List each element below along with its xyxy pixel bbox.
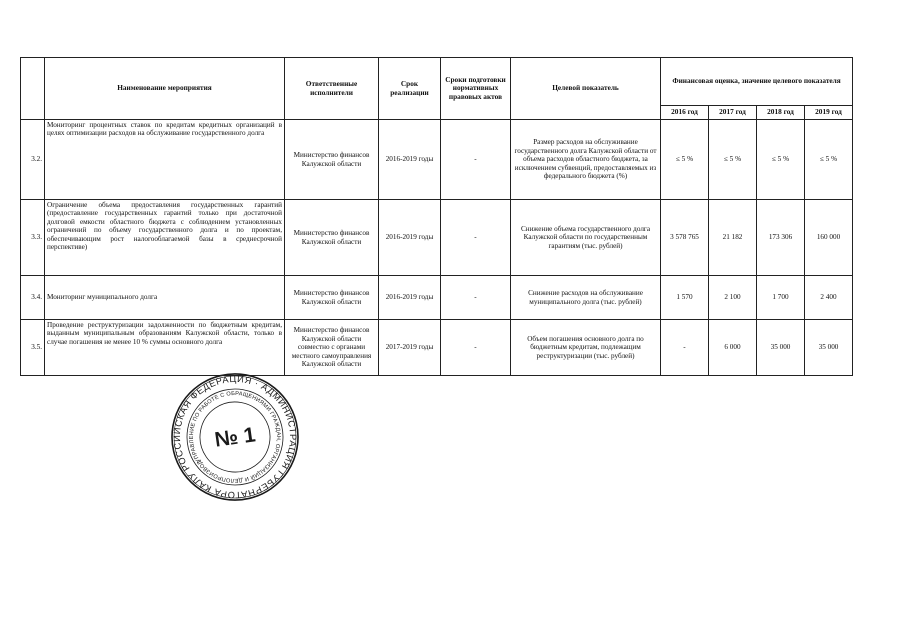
measure-name: Мониторинг процентных ставок по кредитам кредитных организаций в целях оптимизации расходов на обслуживание государственного долга: [45, 120, 285, 200]
value-2016: 1 570: [661, 276, 709, 320]
measures-table: [20, 57, 853, 376]
value-2018: 1 700: [757, 276, 805, 320]
target-indicator: Снижение расходов на обслуживание муниципального долга (тыс. рублей): [511, 276, 661, 320]
header-num: [21, 58, 45, 120]
header-year: 2017 год: [709, 106, 757, 120]
value-2018: ≤ 5 %: [757, 120, 805, 200]
term: 2016-2019 годы: [379, 276, 441, 320]
prep-term: -: [441, 200, 511, 276]
header-financial: Финансовая оценка, значение целевого показателя: [661, 58, 853, 106]
header-year: 2018 год: [757, 106, 805, 120]
prep-term: -: [441, 120, 511, 200]
header-target: Целевой показатель: [511, 58, 661, 120]
measure-name: Ограничение объема предоставления государственных гарантий (предоставление государственных гарантий только при достаточной долговой емкости областного бюджета с соблюдением установленных ограничений по объему государственного долга и по проектам, обеспечивающим рост налогооблагаемой базы в среднесрочной перспективе): [45, 200, 285, 276]
table-row: [21, 320, 853, 376]
seal-inner-text: УПРАВЛЕНИЕ ПО РАБОТЕ С ОБРАЩЕНИЯМИ ГРАЖДАН, ОРГАНИЗАЦИЙ И ДЕЛОПРОИЗВОДСТВУ: [188, 390, 282, 484]
value-2016: 3 578 765: [661, 200, 709, 276]
prep-term: -: [441, 320, 511, 376]
target-indicator: Снижение объема государственного долга Калужской области по государственным гарантиям (тыс. рублей): [511, 200, 661, 276]
seal-number: № 1: [213, 423, 257, 452]
value-2018: 173 306: [757, 200, 805, 276]
measure-name: Проведение реструктуризации задолженности по бюджетным кредитам, выданным муниципальным образованиям Калужской области, только в случае погашения не менее 10 % суммы основного долга: [45, 320, 285, 376]
value-2019: 2 400: [805, 276, 853, 320]
value-2016: ≤ 5 %: [661, 120, 709, 200]
header-prep-terms: Сроки подготовки нормативных правовых актов: [441, 58, 511, 120]
responsible: Министерство финансов Калужской области: [285, 120, 379, 200]
table-row: [21, 120, 853, 200]
target-indicator: Размер расходов на обслуживание государственного долга Калужской области от объема расходов областного бюджета, за исключением субвенций, предоставляемых из федерального бюджета (%): [511, 120, 661, 200]
value-2017: 2 100: [709, 276, 757, 320]
header-row: [21, 58, 853, 106]
term: 2016-2019 годы: [379, 200, 441, 276]
row-number: 3.4.: [21, 276, 45, 320]
row-number: 3.2.: [21, 120, 45, 200]
table-row: [21, 276, 853, 320]
term: 2016-2019 годы: [379, 120, 441, 200]
responsible: Министерство финансов Калужской области совместно с органами местного самоуправления Калужской области: [285, 320, 379, 376]
header-name: Наименование мероприятия: [45, 58, 285, 120]
value-2019: 35 000: [805, 320, 853, 376]
header-term: Срок реализации: [379, 58, 441, 120]
term: 2017-2019 годы: [379, 320, 441, 376]
value-2016: -: [661, 320, 709, 376]
row-number: 3.5.: [21, 320, 45, 376]
table-row: [21, 200, 853, 276]
header-responsible: Ответственные исполнители: [285, 58, 379, 120]
row-number: 3.3.: [21, 200, 45, 276]
seal-outer-text: РОССИЙСКАЯ ФЕДЕРАЦИЯ · АДМИНИСТРАЦИЯ ГУБЕРНАТОРА КАЛУЖСКОЙ: [171, 373, 299, 501]
responsible: Министерство финансов Калужской области: [285, 276, 379, 320]
value-2018: 35 000: [757, 320, 805, 376]
target-indicator: Объем погашения основного долга по бюджетным кредитам, подлежащим реструктуризации (тыс. рублей): [511, 320, 661, 376]
header-year: 2016 год: [661, 106, 709, 120]
measure-name: Мониторинг муниципального долга: [45, 276, 285, 320]
prep-term: -: [441, 276, 511, 320]
value-2017: 21 182: [709, 200, 757, 276]
header-year: 2019 год: [805, 106, 853, 120]
official-seal: [170, 372, 300, 502]
value-2019: 160 000: [805, 200, 853, 276]
responsible: Министерство финансов Калужской области: [285, 200, 379, 276]
value-2019: ≤ 5 %: [805, 120, 853, 200]
value-2017: 6 000: [709, 320, 757, 376]
value-2017: ≤ 5 %: [709, 120, 757, 200]
